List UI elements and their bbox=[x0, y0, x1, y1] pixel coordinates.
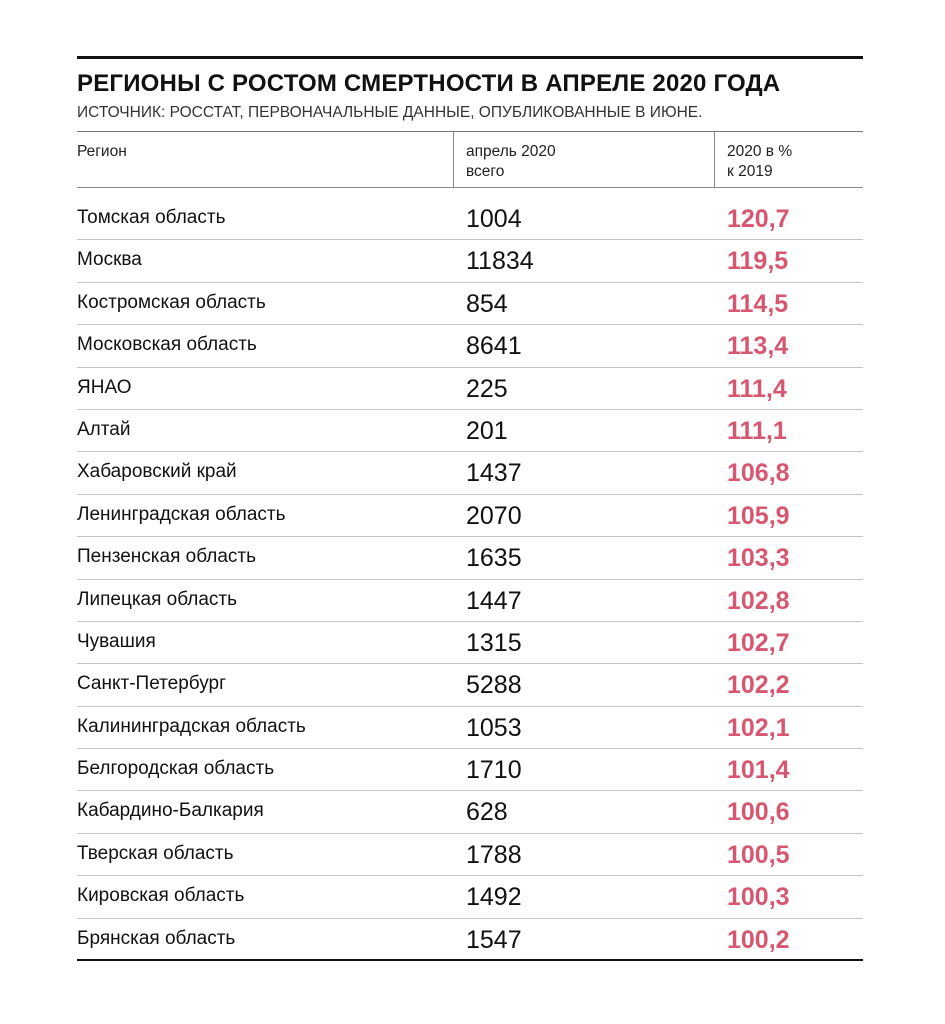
percent-vs-2019: 105,9 bbox=[727, 501, 790, 530]
deaths-total: 11834 bbox=[466, 247, 534, 276]
percent-vs-2019: 120,7 bbox=[727, 205, 790, 233]
region-name: Пензенская область bbox=[77, 546, 256, 568]
deaths-total: 1315 bbox=[466, 628, 522, 657]
deaths-total: 1437 bbox=[466, 459, 522, 488]
column-header-total-line1: апрель 2020 bbox=[466, 143, 556, 160]
table-row bbox=[77, 325, 863, 367]
deaths-total: 1053 bbox=[466, 713, 522, 742]
table-row bbox=[77, 622, 863, 664]
deaths-total: 628 bbox=[466, 798, 508, 827]
deaths-total: 2070 bbox=[466, 501, 522, 530]
deaths-total: 1447 bbox=[466, 586, 522, 615]
table-row bbox=[77, 240, 863, 282]
deaths-total: 1492 bbox=[466, 883, 522, 912]
table-figure bbox=[77, 56, 863, 961]
chart-subtitle: ИСТОЧНИК: РОССТАТ, ПЕРВОНАЧАЛЬНЫЕ ДАННЫЕ, ОПУБЛИКОВАННЫЕ В ИЮНЕ. bbox=[77, 104, 703, 121]
table-row bbox=[77, 283, 863, 325]
region-name: Липецкая область bbox=[77, 588, 238, 610]
table-row bbox=[77, 876, 863, 918]
percent-vs-2019: 111,4 bbox=[727, 374, 787, 403]
column-header-pct-line1: 2020 в % bbox=[727, 143, 793, 160]
percent-vs-2019: 100,2 bbox=[727, 925, 790, 954]
percent-vs-2019: 111,1 bbox=[727, 416, 787, 445]
column-header-row bbox=[77, 132, 863, 187]
deaths-total: 225 bbox=[466, 374, 508, 403]
percent-vs-2019: 102,8 bbox=[727, 586, 790, 615]
column-header-pct-line2: к 2019 bbox=[727, 163, 773, 180]
table-body bbox=[77, 198, 863, 961]
percent-vs-2019: 101,4 bbox=[727, 756, 790, 785]
deaths-total: 201 bbox=[466, 416, 508, 445]
table-row bbox=[77, 537, 863, 579]
table-row bbox=[77, 452, 863, 494]
table-row bbox=[77, 749, 863, 791]
percent-vs-2019: 114,5 bbox=[727, 289, 789, 318]
percent-vs-2019: 102,1 bbox=[727, 713, 790, 742]
deaths-total: 8641 bbox=[466, 332, 522, 361]
region-name: Брянская область bbox=[77, 927, 236, 949]
deaths-total: 854 bbox=[466, 289, 508, 318]
table-row bbox=[77, 707, 863, 749]
deaths-total: 1004 bbox=[466, 205, 522, 233]
table-row bbox=[77, 834, 863, 876]
table-row bbox=[77, 919, 863, 961]
deaths-total: 1788 bbox=[466, 840, 522, 869]
table-row bbox=[77, 410, 863, 452]
column-header-total bbox=[466, 142, 556, 182]
percent-vs-2019: 102,2 bbox=[727, 671, 790, 700]
region-name: Кировская область bbox=[77, 885, 245, 907]
region-name: Московская область bbox=[77, 334, 257, 356]
region-name: Чувашия bbox=[77, 630, 156, 652]
deaths-total: 1547 bbox=[466, 925, 522, 954]
region-name: Костромская область bbox=[77, 291, 266, 313]
percent-vs-2019: 100,3 bbox=[727, 883, 790, 912]
column-divider bbox=[714, 132, 715, 187]
table-row bbox=[77, 198, 863, 240]
region-name: Тверская область bbox=[77, 842, 234, 864]
deaths-total: 5288 bbox=[466, 671, 522, 700]
percent-vs-2019: 102,7 bbox=[727, 628, 790, 657]
table-row bbox=[77, 580, 863, 622]
chart-title: РЕГИОНЫ С РОСТОМ СМЕРТНОСТИ В АПРЕЛЕ 2020 ГОДА bbox=[77, 70, 781, 97]
region-name: Санкт-Петербург bbox=[77, 673, 227, 695]
table-row bbox=[77, 495, 863, 537]
region-name: Хабаровский край bbox=[77, 461, 237, 483]
deaths-total: 1710 bbox=[466, 756, 522, 785]
region-name: Кабардино-Балкария bbox=[77, 800, 264, 822]
region-name: Ленинградская область bbox=[77, 503, 286, 525]
percent-vs-2019: 106,8 bbox=[727, 459, 790, 488]
column-header-rule bbox=[77, 187, 863, 188]
region-name: Москва bbox=[77, 249, 142, 271]
top-rule bbox=[77, 56, 863, 59]
column-header-pct bbox=[727, 142, 792, 182]
region-name: Белгородская область bbox=[77, 758, 275, 780]
column-header-region: Регион bbox=[77, 143, 127, 160]
column-header-total-line2: всего bbox=[466, 163, 505, 180]
region-name: Калининградская область bbox=[77, 715, 306, 737]
column-divider bbox=[453, 132, 454, 187]
percent-vs-2019: 100,5 bbox=[727, 840, 790, 869]
percent-vs-2019: 119,5 bbox=[727, 247, 789, 276]
region-name: ЯНАО bbox=[77, 376, 132, 398]
percent-vs-2019: 103,3 bbox=[727, 544, 790, 573]
percent-vs-2019: 113,4 bbox=[727, 332, 789, 361]
table-row bbox=[77, 791, 863, 833]
table-row bbox=[77, 664, 863, 706]
table-row bbox=[77, 368, 863, 410]
region-name: Томская область bbox=[77, 207, 226, 228]
deaths-total: 1635 bbox=[466, 544, 522, 573]
percent-vs-2019: 100,6 bbox=[727, 798, 790, 827]
region-name: Алтай bbox=[77, 418, 131, 440]
